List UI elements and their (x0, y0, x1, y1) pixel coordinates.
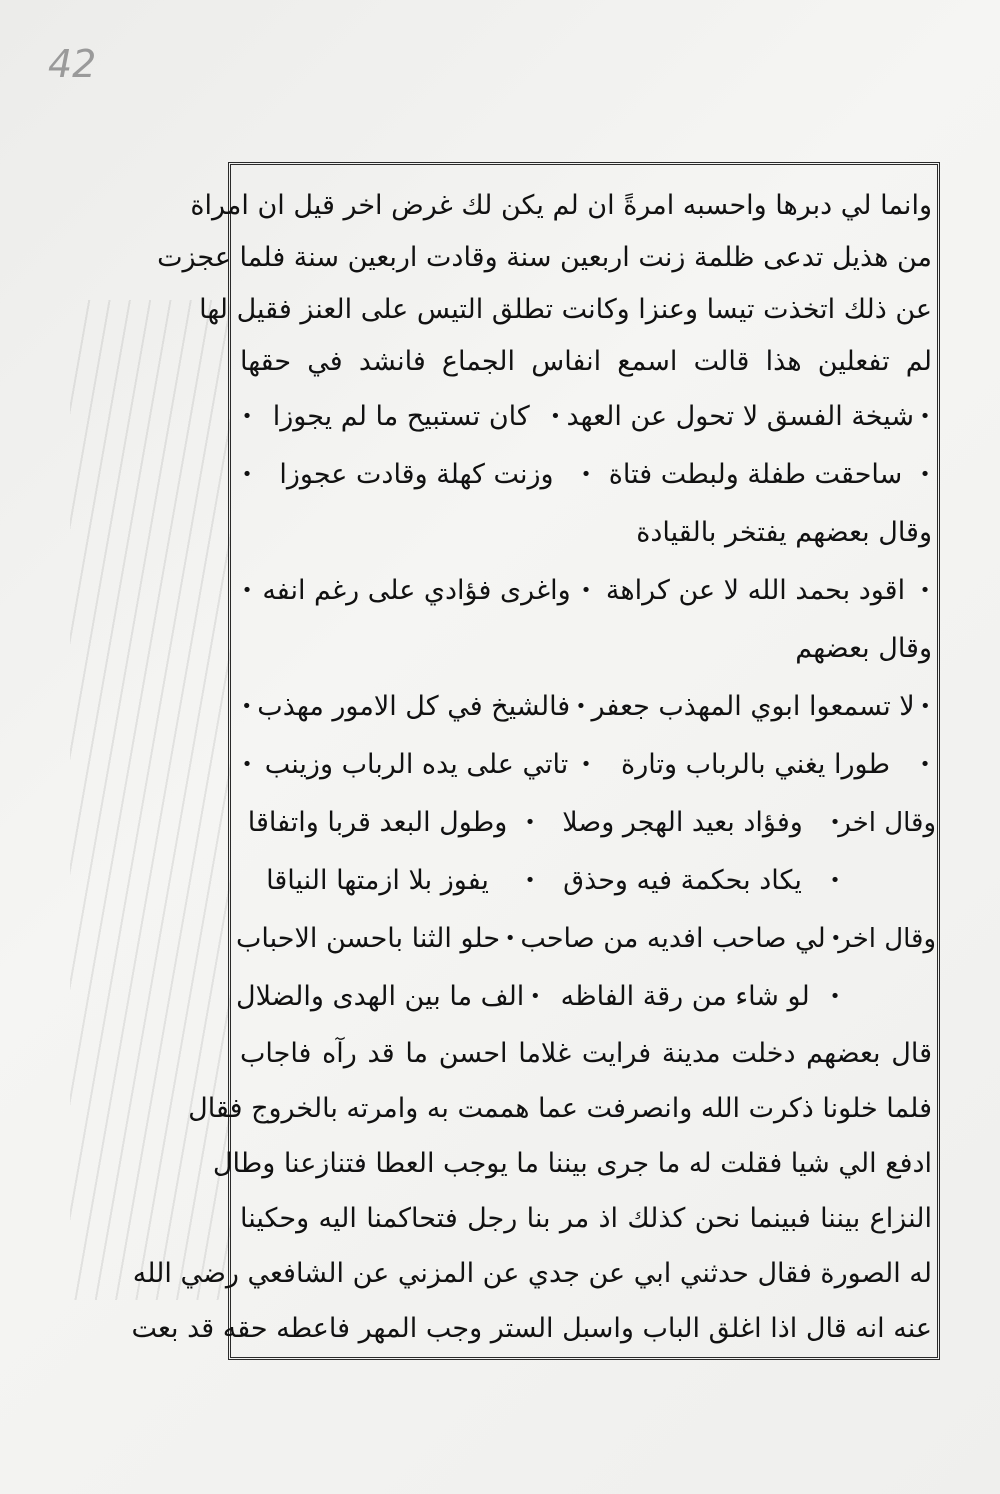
verse-hemistich-first: لا تسمعوا ابوي المهذب جعفر (591, 691, 915, 722)
verse-dot: • (580, 580, 592, 601)
verse-dot: • (829, 870, 841, 891)
verse-dot: • (241, 580, 253, 601)
bleed-through-stain (70, 300, 230, 1300)
verse-dot: • (829, 812, 841, 833)
verse-line (236, 852, 936, 910)
verse-hemistich-first: اقود بحمد الله لا عن كراهة (605, 575, 906, 606)
verse-line (236, 446, 936, 504)
verse-hemistich-second: كان تستبيح ما لم يجوزا (272, 401, 530, 432)
verse-line (236, 388, 936, 446)
verse-dot: • (829, 986, 841, 1007)
verse-lead-heading: وقال اخر (838, 808, 936, 838)
verse-dot: • (919, 754, 931, 775)
verse-hemistich-second: فالشيخ في كل الامور مهذب (257, 691, 571, 722)
section-heading: وقال بعضهم يفتخر بالقيادة (636, 517, 932, 548)
verse-dot: • (524, 870, 536, 891)
verse-dot: • (241, 406, 253, 427)
prose-line: له الصورة فقال حدثني ابي عن جدي عن المزني عن الشافعي رضي الله (132, 1258, 932, 1289)
verse-dot: • (241, 696, 252, 717)
verse-hemistich-first: ساحقت طفلة ولبطت فتاة (608, 459, 903, 490)
section-heading: وقال بعضهم (795, 633, 932, 664)
verse-dot: • (530, 986, 541, 1007)
verse-dot: • (919, 464, 931, 485)
verse-dot: • (580, 464, 592, 485)
verse-hemistich-second: تاتي على يده الرباب وزينب (264, 749, 569, 780)
verse-dot: • (919, 580, 931, 601)
verse-hemistich-second: وزنت كهلة وقادت عجوزا (279, 459, 554, 490)
verse-line (236, 562, 936, 620)
verse-line (236, 794, 936, 852)
prose-line: لم تفعلين هذا قالت اسمع انفاس الجماع فانشد في حقها (240, 346, 932, 377)
prose-line: من هذيل تدعى ظلمة زنت اربعين سنة وقادت اربعين سنة فلما عجزت (157, 242, 932, 273)
verse-dot: • (575, 696, 587, 717)
prose-line: قال بعضهم دخلت مدينة فرايت غلاما احسن ما قد رآه فاجاب (240, 1038, 932, 1069)
verse-dot: • (830, 928, 842, 949)
verse-dot: • (920, 696, 931, 717)
text-block (131, 180, 936, 1356)
verse-dot: • (241, 464, 253, 485)
prose-line: عنه انه قال اذا اغلق الباب واسبل الستر وجب المهر فاعطه حقه قد بعت (131, 1313, 932, 1344)
prose-line: النزاع بيننا فبينما نحن كذلك اذ مر بنا رجل فتحاكمنا اليه وحكينا (240, 1203, 932, 1234)
verse-hemistich-first: لي صاحب افديه من صاحب (520, 923, 826, 954)
verse-hemistich-second: حلو الثنا باحسن الاحباب (236, 923, 501, 954)
folio-number: 42 (48, 42, 97, 86)
prose-line: عن ذلك اتخذت تيسا وعنزا وكانت تطلق التيس على العنز فقيل لها (199, 294, 932, 325)
verse-hemistich-first: طورا يغني بالرباب وتارة (621, 749, 890, 780)
prose-line: فلما خلونا ذكرت الله وانصرفت عما هممت به وامرته بالخروج فقال (188, 1093, 932, 1124)
verse-line (236, 736, 936, 794)
prose-line: ادفع الي شيا فقلت له ما جرى بيننا ما يوجب العطا فتنازعنا وطال (212, 1148, 932, 1179)
verse-hemistich-first: شيخة الفسق لا تحول عن العهد (566, 401, 914, 432)
verse-dot: • (919, 406, 931, 427)
verse-dot: • (550, 406, 561, 427)
verse-line (236, 910, 936, 968)
verse-dot: • (580, 754, 592, 775)
verse-line (236, 968, 936, 1026)
verse-line (236, 678, 936, 736)
verse-hemistich-second: يفوز بلا ازمتها النياقا (266, 865, 489, 896)
verse-dot: • (241, 754, 253, 775)
verse-dot: • (524, 812, 536, 833)
prose-line: وانما لي دبرها واحسبه امرةً ان لم يكن لك غرض اخر قيل ان امراة (190, 190, 932, 221)
verse-hemistich-first: لو شاء من رقة الفاظه (560, 981, 810, 1012)
verse-hemistich-second: وطول البعد قربا واتفاقا (247, 807, 508, 838)
verse-hemistich-first: يكاد بحكمة فيه وحذق (563, 865, 802, 896)
verse-hemistich-second: الف ما بين الهدى والضلال (236, 981, 525, 1012)
verse-dot: • (504, 928, 516, 949)
verse-hemistich-second: واغرى فؤادي على رغم انفه (262, 575, 571, 606)
verse-lead-heading: وقال اخر (838, 924, 936, 954)
verse-hemistich-first: وفؤاد بعيد الهجر وصلا (562, 807, 803, 838)
